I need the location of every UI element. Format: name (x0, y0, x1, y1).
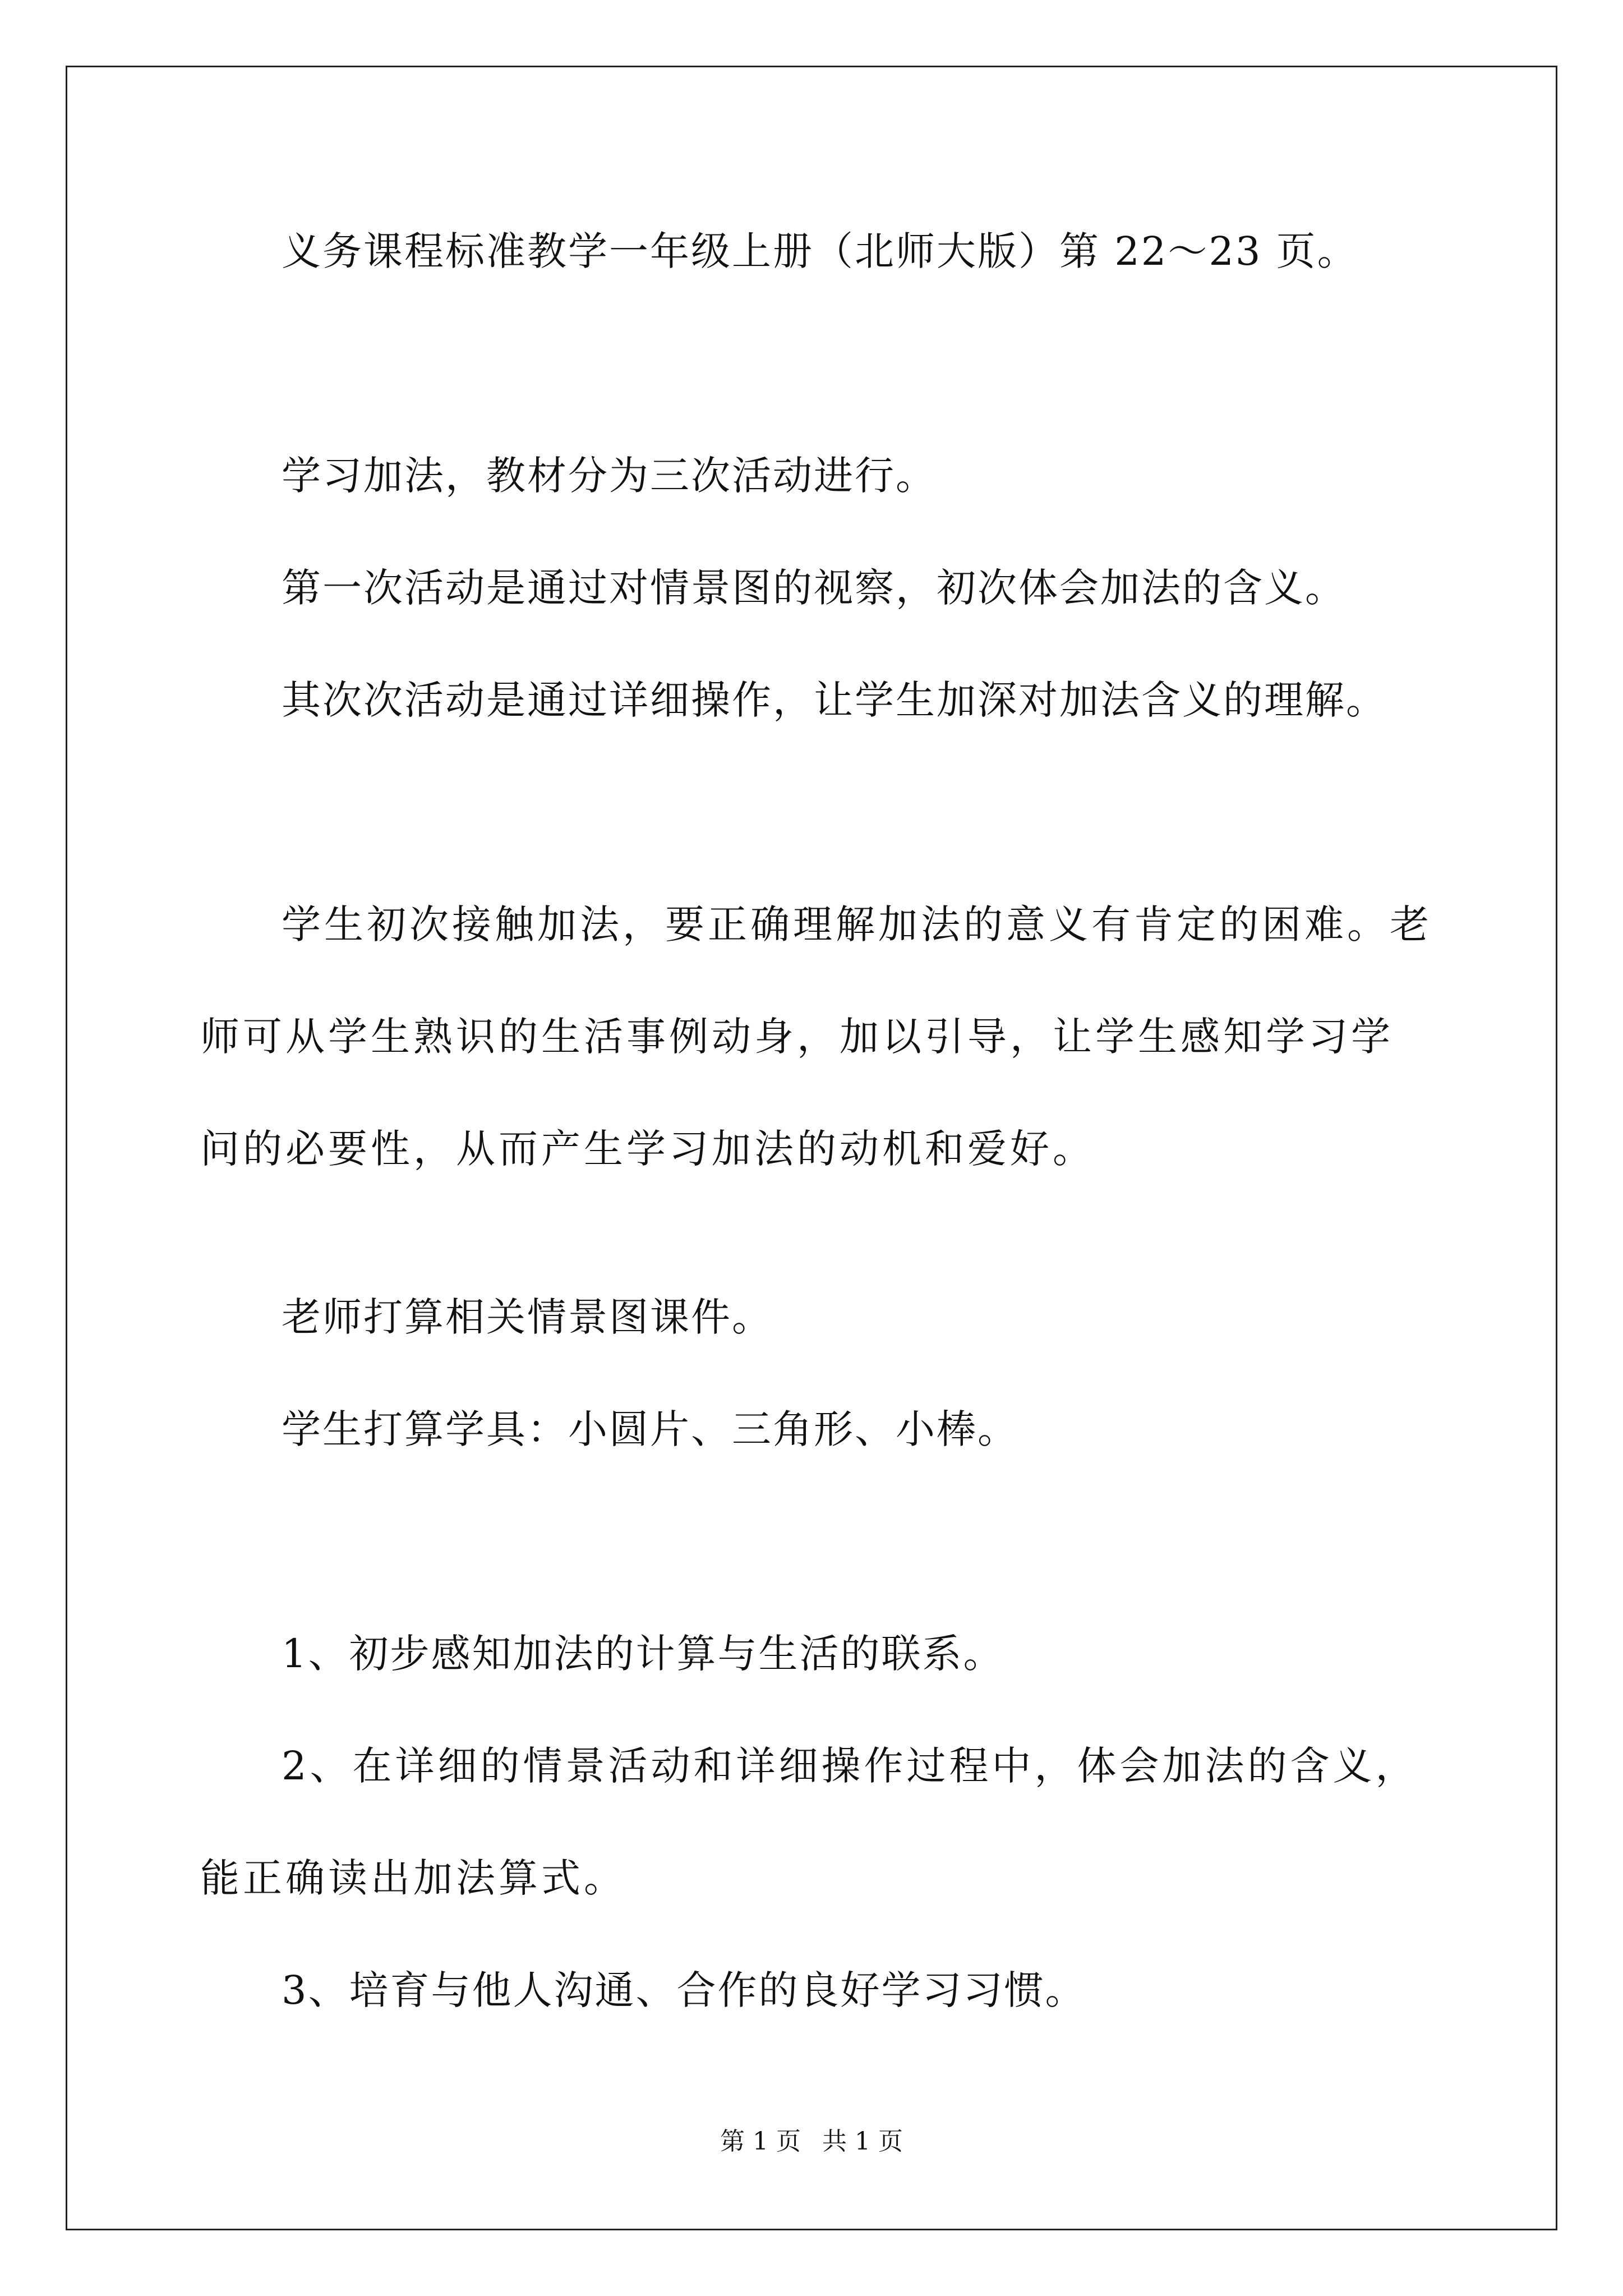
paragraph-goal-3: 3、培育与他人沟通、合作的良好学习习惯。 (282, 1967, 1086, 2013)
paragraph-student-preparation: 学生打算学具：小圆片、三角形、小棒。 (282, 1406, 1018, 1452)
paragraph-teaching-analysis: 学生初次接触加法，要正确理解加法的意义有肯定的困难。老师可从学生熟识的生活事例动身，加以引导，让学生感知学习学问的必要性，从而产生学习加法的动机和爱好。 (200, 901, 1432, 1172)
paragraph-goal-2: 2、在详细的情景活动和详细操作过程中，体会加法的含义，能正确读出加法算式。 (200, 1743, 1418, 1901)
paragraph-goal-1: 1、初步感知加法的计算与生活的联系。 (282, 1631, 1004, 1677)
paragraph-content-overview: 学习加法，教材分为三次活动进行。 (282, 453, 937, 499)
paragraph-first-activity: 第一次活动是通过对情景图的视察，初次体会加法的含义。 (282, 565, 1346, 611)
footer-page-number: 第 1 页 (720, 2127, 801, 2156)
paragraph-teacher-preparation: 老师打算相关情景图课件。 (282, 1294, 773, 1340)
page-footer (0, 2128, 1623, 2156)
footer-total-pages: 共 1 页 (822, 2127, 903, 2156)
paragraph-textbook-reference: 义务课程标准教学一年级上册（北师大版）第 22～23 页。 (282, 228, 1358, 274)
paragraph-second-activity: 其次次活动是通过详细操作，让学生加深对加法含义的理解。 (282, 677, 1387, 723)
